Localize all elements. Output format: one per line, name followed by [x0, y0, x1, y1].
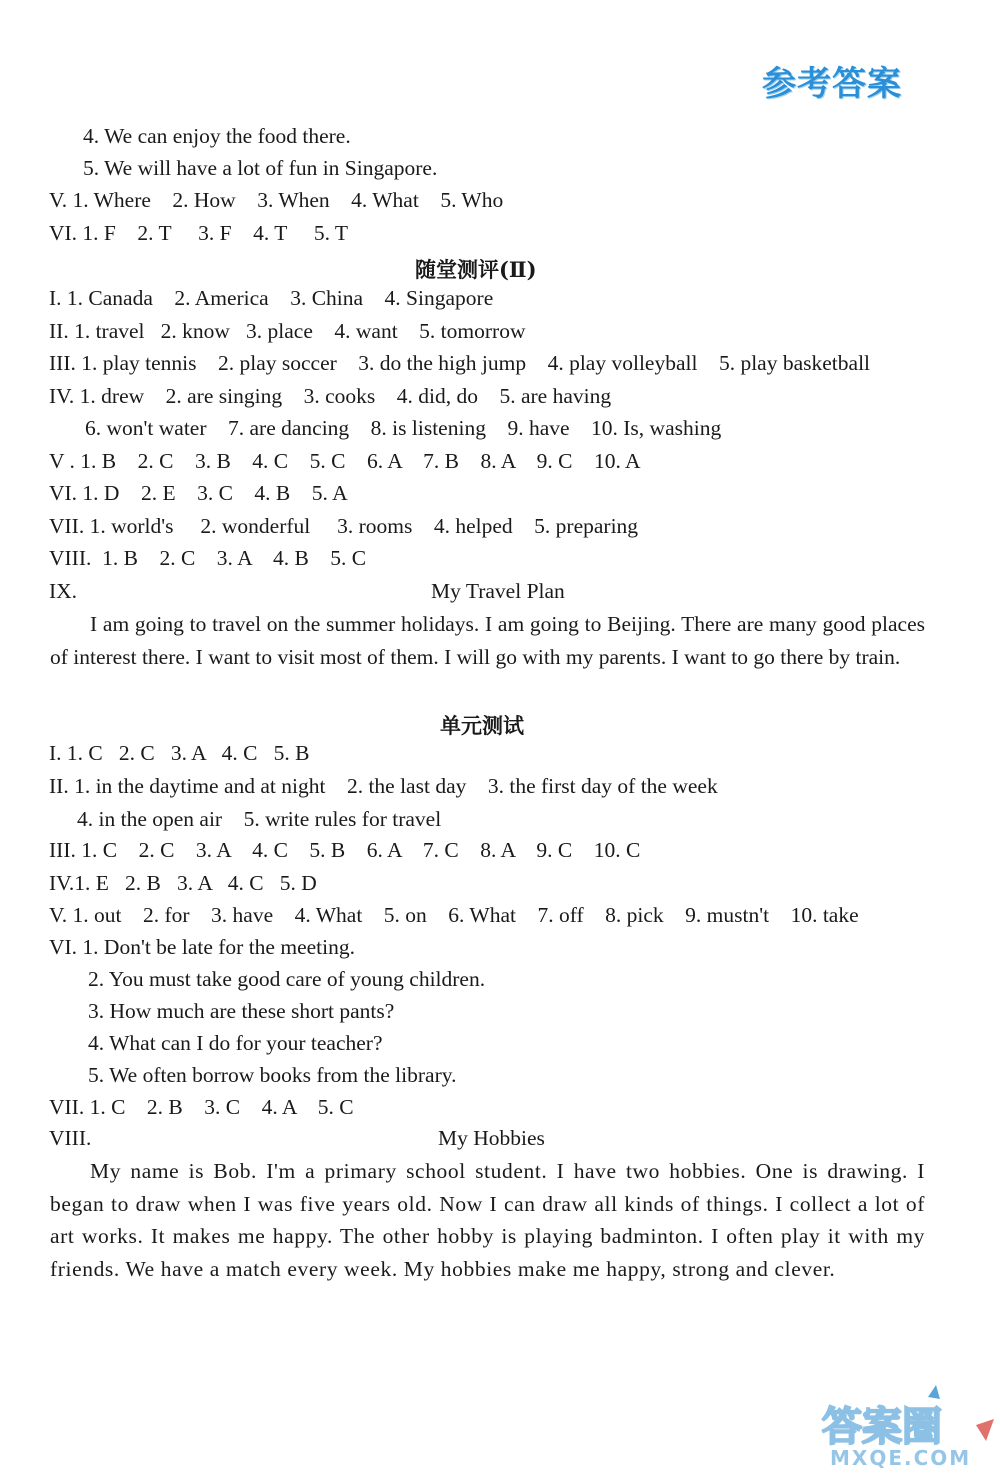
essay-title: My Travel Plan — [431, 579, 565, 603]
answer-line: IV.1. E 2. B 3. A 4. C 5. D — [49, 871, 317, 895]
answer-line: 2. You must take good care of young children. — [88, 967, 486, 991]
page-header-title: 参考答案 — [762, 64, 902, 104]
watermark-url: MXQE.COM — [830, 1446, 972, 1470]
answer-line: IV. 1. drew 2. are singing 3. cooks 4. did, do 5. are having — [49, 384, 612, 408]
answer-line: 4. in the open air 5. write rules for travel — [77, 807, 442, 831]
answer-line: 5. We often borrow books from the library. — [88, 1063, 457, 1087]
essay-title: My Hobbies — [438, 1126, 545, 1150]
answer-line: VI. 1. Don't be late for the meeting. — [49, 935, 355, 959]
answer-line: VI. 1. D 2. E 3. C 4. B 5. A — [49, 481, 348, 505]
answer-line: V. 1. Where 2. How 3. When 4. What 5. Who — [49, 188, 504, 212]
answer-line: I. 1. C 2. C 3. A 4. C 5. B — [49, 741, 310, 765]
answer-line: VIII. 1. B 2. C 3. A 4. B 5. C — [49, 546, 367, 570]
answer-line: 6. won't water 7. are dancing 8. is listening 9. have 10. Is, washing — [85, 416, 722, 440]
section-heading: 随堂测评(Ⅱ) — [415, 257, 537, 282]
answer-line: I. 1. Canada 2. America 3. China 4. Singapore — [49, 286, 494, 310]
watermark-logo-icon — [810, 1385, 995, 1470]
essay-paragraph: I am going to travel on the summer holidays. I am going to Beijing. There are many good places of interest there. I want to visit most of them. I will go with my parents. I want to go there by train. — [50, 612, 925, 669]
answer-line: V . 1. B 2. C 3. B 4. C 5. C 6. A 7. B 8. A 9. C 10. A — [49, 449, 641, 473]
answer-line: IX. — [49, 579, 78, 603]
answer-line: VI. 1. F 2. T 3. F 4. T 5. T — [49, 221, 349, 245]
answer-line: 4. We can enjoy the food there. — [83, 124, 351, 148]
section-heading: 单元测试 — [440, 713, 524, 738]
answer-line: VII. 1. C 2. B 3. C 4. A 5. C — [49, 1095, 354, 1119]
watermark-text: 答案圈 — [822, 1404, 942, 1450]
answer-line: III. 1. play tennis 2. play soccer 3. do the high jump 4. play volleyball 5. play basketball — [49, 351, 871, 375]
watermark-logo — [810, 1385, 995, 1470]
answer-line: V. 1. out 2. for 3. have 4. What 5. on 6. What 7. off 8. pick 9. mustn't 10. take — [49, 903, 859, 927]
answer-line: VIII. — [49, 1126, 92, 1150]
essay-paragraph: My name is Bob. I'm a primary school student. I have two hobbies. One is drawing. I began to draw when I was five years old. Now I can draw all kinds of things. I collect a lot of art works. It makes me happy. The other hobby is playing badminton. I often play it with my friends. We have a match every week. My hobbies make me happy, strong and clever. — [50, 1159, 925, 1281]
answer-line: 4. What can I do for your teacher? — [88, 1031, 383, 1055]
answer-line: 3. How much are these short pants? — [88, 999, 395, 1023]
answer-line: 5. We will have a lot of fun in Singapore. — [83, 156, 438, 180]
answer-line: II. 1. in the daytime and at night 2. the last day 3. the first day of the week — [49, 774, 718, 798]
answer-line: III. 1. C 2. C 3. A 4. C 5. B 6. A 7. C 8. A 9. C 10. C — [49, 838, 641, 862]
answer-line: VII. 1. world's 2. wonderful 3. rooms 4. helped 5. preparing — [49, 514, 639, 538]
answer-line: II. 1. travel 2. know 3. place 4. want 5. tomorrow — [49, 319, 526, 343]
